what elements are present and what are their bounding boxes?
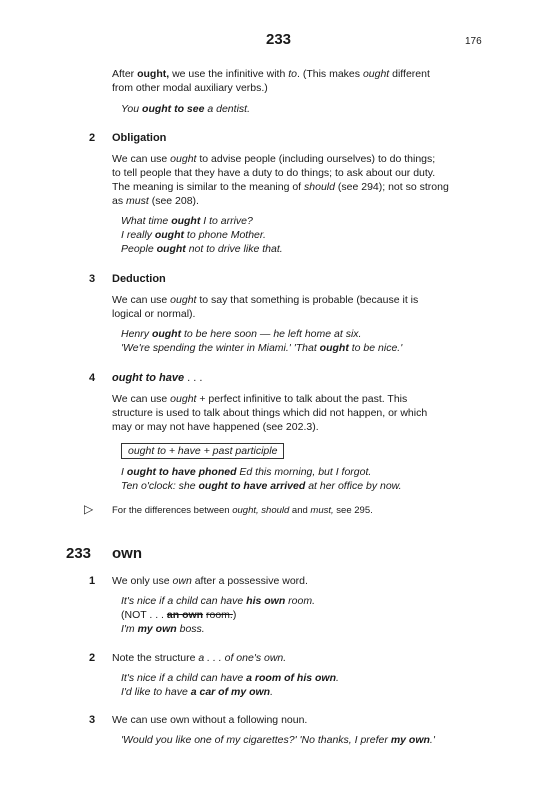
intro-line-1: After ought, we use the infinitive with to. (This makes ought different: [112, 68, 430, 80]
example-line: People ought not to drive like that.: [121, 243, 283, 255]
section-number: 2: [89, 132, 96, 144]
paragraph-line: may or may not have happened (see 202.3).: [112, 421, 319, 433]
paragraph-line: We only use own after a possessive word.: [112, 575, 308, 587]
paragraph-line: as must (see 208).: [112, 195, 199, 207]
example-line: Ten o'clock: she ought to have arrived at her office by now.: [121, 480, 402, 492]
example-line: I ought to have phoned Ed this morning, but I forgot.: [121, 466, 372, 478]
triangle-right-icon: ▷: [84, 502, 94, 516]
section-heading: Obligation: [112, 132, 167, 144]
page-number: 233: [265, 31, 292, 48]
example-line: It's nice if a child can have his own room.: [121, 595, 316, 607]
paragraph-line: to tell people that they have a duty to do things; to ask about our duty.: [112, 167, 436, 179]
paragraph-line: Note the structure a . . . of one's own.: [112, 652, 287, 664]
example-line: I'm my own boss.: [121, 623, 205, 635]
paragraph-line: We can use own without a following noun.: [112, 714, 308, 726]
paragraph-line: We can use ought to say that something is probable (because it is: [112, 294, 419, 306]
intro-line-2: from other modal auxiliary verbs.): [112, 82, 268, 94]
entry-number: 233: [66, 545, 92, 562]
paragraph-line: structure is used to talk about things which did not happen, or which: [112, 407, 428, 419]
example-line: Henry ought to be here soon — he left home at six.: [121, 328, 362, 340]
example-line: 'Would you like one of my cigarettes?' 'No thanks, I prefer my own.': [121, 734, 435, 746]
paragraph-line: We can use ought + perfect infinitive to talk about the past. This: [112, 393, 408, 405]
example-line: It's nice if a child can have a room of his own.: [121, 672, 339, 684]
paragraph-line: The meaning is similar to the meaning of should (see 294); not so strong: [112, 181, 449, 193]
example-line: I really ought to phone Mother.: [121, 229, 266, 241]
section-number: 4: [89, 372, 96, 384]
example-line: What time ought I to arrive?: [121, 215, 253, 227]
paragraph-line: We can use ought to advise people (including ourselves) to do things;: [112, 153, 436, 165]
example-line: I'd like to have a car of my own.: [121, 686, 273, 698]
entry-title: own: [112, 545, 142, 562]
cross-reference-note: For the differences between ought, should and must, see 295.: [112, 505, 373, 516]
intro-example: You ought to see a dentist.: [121, 103, 250, 115]
item-number: 2: [89, 652, 96, 664]
example-line: (NOT . . . an own room.): [121, 609, 237, 621]
formula-box: ought to + have + past participle: [121, 441, 284, 459]
item-number: 1: [89, 575, 96, 587]
section-heading: Deduction: [112, 273, 166, 285]
item-number: 3: [89, 714, 96, 726]
example-line: 'We're spending the winter in Miami.' 'That ought to be nice.': [121, 342, 403, 354]
paragraph-line: logical or normal).: [112, 308, 196, 320]
section-heading: ought to have . . .: [112, 372, 203, 384]
page-reference: 176: [465, 36, 482, 47]
section-number: 3: [89, 273, 96, 285]
